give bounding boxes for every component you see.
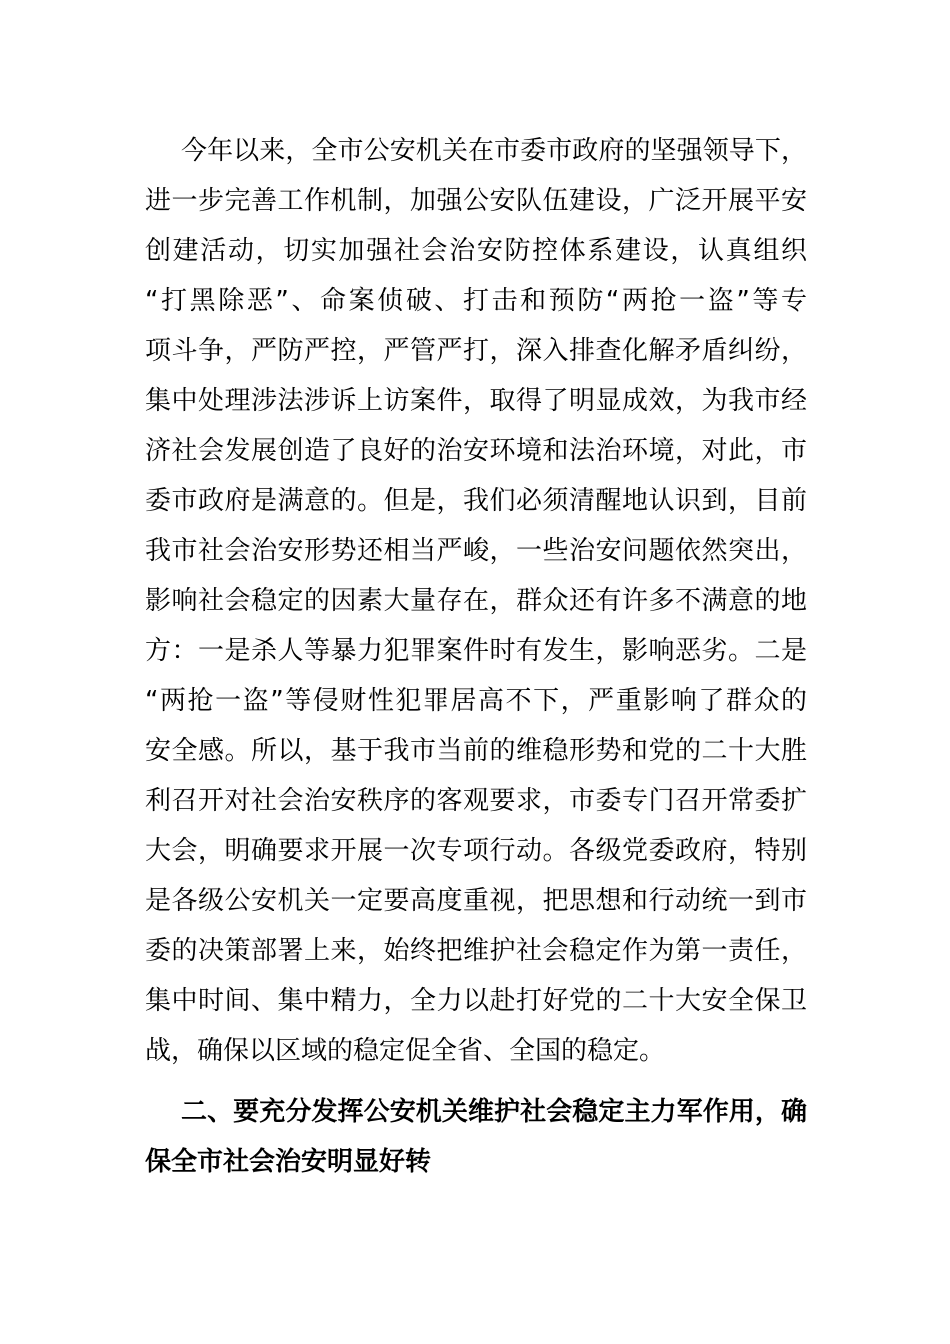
paragraph-line: 今年以来，全市公安机关在市委市政府的坚强领导下， [181,136,807,166]
paragraph-line: 集中处理涉法涉诉上访案件，取得了明显成效，为我市经 [145,386,807,416]
paragraph-line: 创建活动，切实加强社会治安防控体系建设，认真组织 [145,236,807,266]
paragraph-line: 战，确保以区域的稳定促全省、全国的稳定。 [145,1036,666,1066]
paragraph-line: 我市社会治安形势还相当严峻，一些治安问题依然突出， [145,536,807,566]
heading-line: 保全市社会治安明显好转 [145,1147,432,1177]
paragraph-line: 进一步完善工作机制，加强公安队伍建设，广泛开展平安 [145,186,807,216]
paragraph-line: 安全感。所以，基于我市当前的维稳形势和党的二十大胜 [145,736,807,766]
paragraph-line: 集中时间、集中精力，全力以赴打好党的二十大安全保卫 [145,986,807,1016]
paragraph-line: 项斗争，严防严控，严管严打，深入排查化解矛盾纠纷， [145,336,807,366]
paragraph-line: 影响社会稳定的因素大量存在，群众还有许多不满意的地 [145,586,807,616]
paragraph-line: 委市政府是满意的。但是，我们必须清醒地认识到，目前 [145,486,807,516]
body-paragraph [145,126,807,1076]
paragraph-line: 是各级公安机关一定要高度重视，把思想和行动统一到市 [145,886,807,916]
paragraph-line: “两抢一盗”等侵财性犯罪居高不下，严重影响了群众的 [145,686,807,716]
paragraph-line: 利召开对社会治安秩序的客观要求，市委专门召开常委扩 [145,786,807,816]
paragraph-line: 大会，明确要求开展一次专项行动。各级党委政府，特别 [145,836,807,866]
section-heading [145,1087,807,1187]
heading-line: 二、要充分发挥公安机关维护社会稳定主力军作用，确 [181,1097,807,1127]
paragraph-line: 委的决策部署上来，始终把维护社会稳定作为第一责任， [145,936,807,966]
paragraph-line: 济社会发展创造了良好的治安环境和法治环境，对此，市 [145,436,807,466]
paragraph-line: “打黑除恶”、命案侦破、打击和预防“两抢一盗”等专 [145,286,807,316]
paragraph-line: 方：一是杀人等暴力犯罪案件时有发生，影响恶劣。二是 [145,636,807,666]
